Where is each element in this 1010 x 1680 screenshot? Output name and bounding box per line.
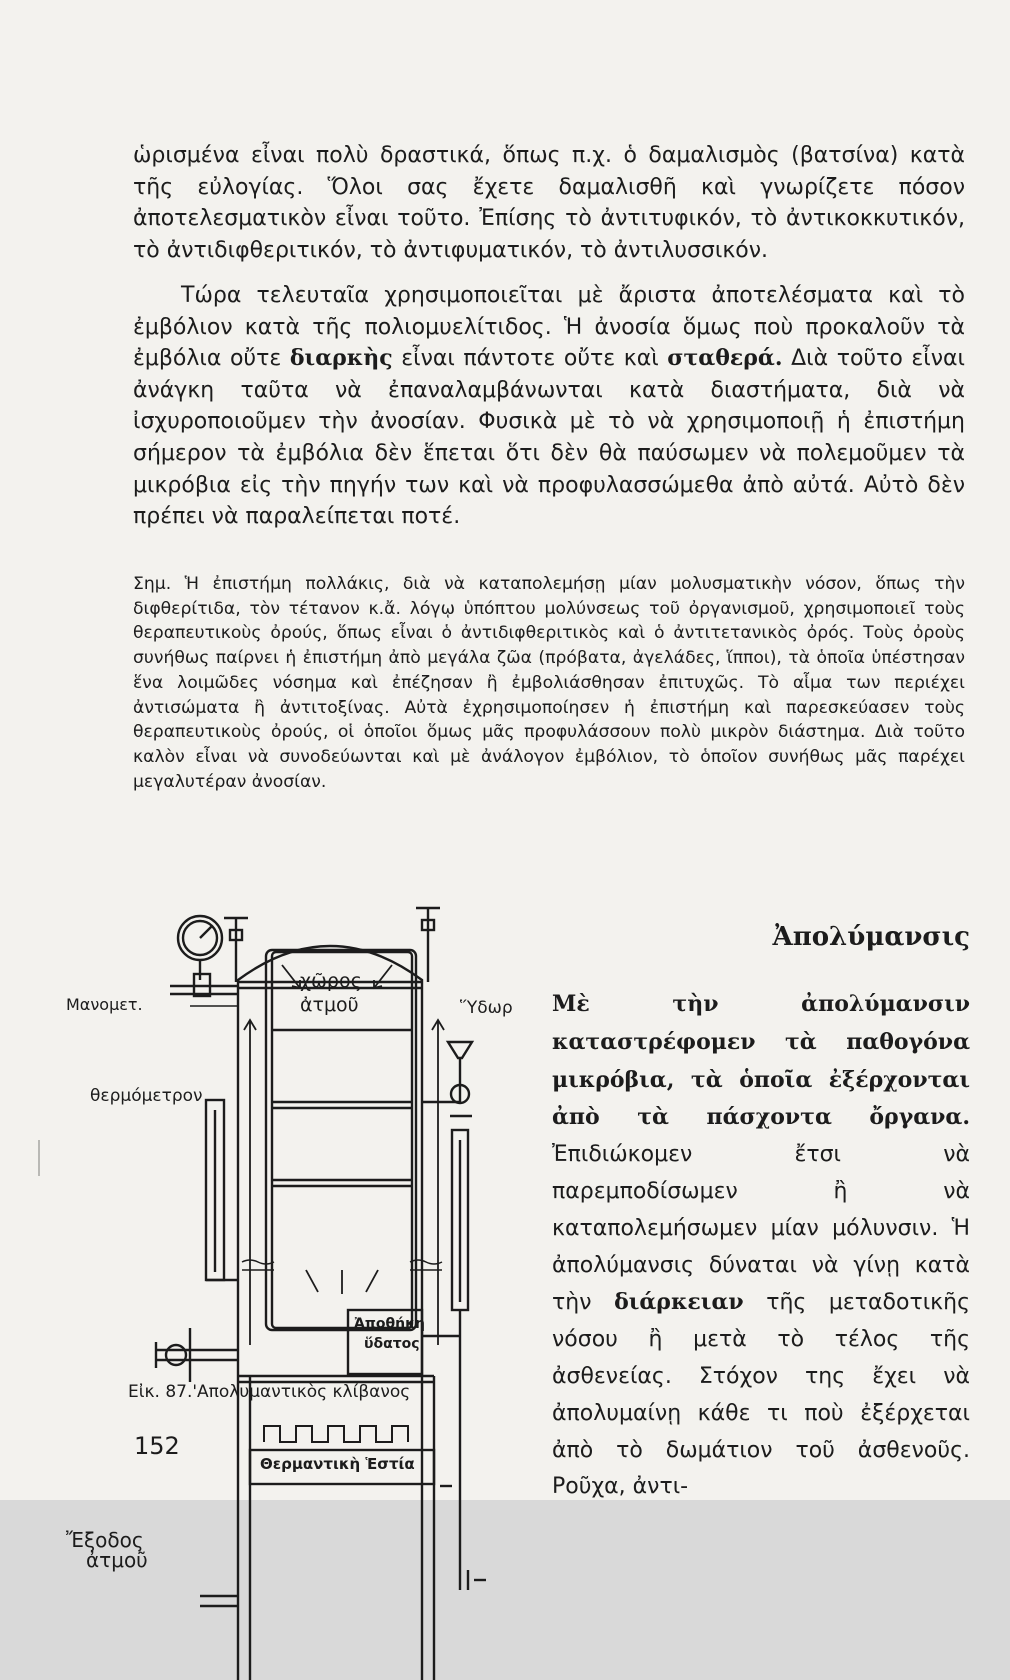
thermometer-tube-icon	[206, 1100, 238, 1280]
figure-autoclave	[60, 890, 513, 1680]
label-water-tank-2: ὕδατος	[364, 1336, 420, 1352]
label-steam-space-2: ἀτμοῦ	[300, 994, 359, 1016]
paragraph-disinfection: Μὲ τὴν ἀπολύμανσιν καταστρέφομεν τὰ παθογόνα μικρόβια, τὰ ὁποῖα ἐξέρχονται ἀπὸ τὰ πάσχοντα ὄργανα. Ἐπιδιώκομεν ἔτσι νὰ παρεμποδίσωμεν ἢ νὰ καταπολεμήσωμεν μίαν μόλυνσιν. Ἡ ἀπολύμανσις δύναται νὰ γίνῃ κατὰ τὴν διάρκειαν τῆς μεταδοτικῆς νόσου ἢ μετὰ τὸ τέλος τῆς ἀσθενείας. Στόχον της ἔχει νὰ ἀπολυμαίνῃ κάθε τι ποὺ ἐξέρχεται ἀπὸ τὸ δωμάτιον τοῦ ἀσθενοῦς. Ροῦχα, ἀντι-	[552, 991, 970, 1500]
label-exhaust-1: Ἔξοδος	[66, 1528, 144, 1552]
label-exhaust-2: ἀτμοῦ	[86, 1548, 148, 1572]
heater-coils-icon	[264, 1426, 408, 1442]
page-number: 152	[134, 1432, 180, 1460]
drain-valve-icon	[156, 1328, 238, 1382]
margin-mark	[38, 1140, 40, 1176]
label-water: Ὕδωρ	[460, 998, 513, 1018]
footnote-serums: Σημ. Ἡ ἐπιστήμη πολλάκις, διὰ νὰ καταπολεμήσῃ μίαν μολυσματικὴν νόσον, ὅπως τὴν διφθερίτιδα, τὸν τέτανον κ.ἄ. λόγῳ ὑπόπτου μολύνσεως τοῦ ὀργανισμοῦ, χρησιμοποιεῖ τοὺς θεραπευτικοὺς ὀρούς, ὅπως εἶναι ὁ ἀντιδιφθεριτικὸς καὶ ὁ ἀντιτετανικὸς ὀρός. Τοὺς ὀροὺς συνήθως παίρνει ἡ ἐπιστήμη ἀπὸ μεγάλα ζῶα (πρόβατα, ἀγελάδες, ἵπποι), τὰ ὁποῖα ὑπέστησαν ἕνα λοιμῶδες νόσημα καὶ ἐπέζησαν ἢ ἐμβολιάσθησαν ἐπιτυχῶς. Τὸ αἷμα των περιέχει ἀντισώματα ἢ ἀντιτοξίνας. Αὐτὰ ἐχρησιμοποίησεν ἡ ἐπιστήμη καὶ παρεσκεύασεν τοὺς θεραπευτικοὺς ὀρούς, οἱ ὁποῖοι ὅμως μᾶς προφυλάσσουν πολὺ μικρὸν διάστημα. Διὰ τοῦτο καλὸν εἶναι νὰ συνοδεύωνται καὶ μὲ ἀνάλογον ἐμβόλιον, τὸ ὁποῖον συνήθως μᾶς παρέχει μεγαλυτέραν ἀνοσίαν.	[133, 574, 965, 792]
section-heading-disinfection: Ἀπολύμανσις	[772, 922, 970, 952]
bold-term-diarkis: διαρκὴς	[289, 345, 393, 372]
bold-term-stathera: σταθερά.	[667, 345, 783, 372]
label-manometer: Μανομετ.	[66, 995, 143, 1014]
label-heater: Θερμαντικὴ Ἑστία	[260, 1455, 415, 1473]
autoclave-base-frame	[238, 1376, 434, 1680]
label-steam-space-1: χῶρος	[300, 970, 362, 992]
figure-caption: Εἰκ. 87.'Απολυμαντικὸς κλίβανος	[128, 1382, 411, 1402]
water-inlet-funnel-icon	[422, 1042, 486, 1590]
steam-flow-arrows	[244, 965, 444, 1345]
steam-exhaust-pipe	[200, 1596, 238, 1606]
lid-valve-left-icon	[224, 918, 248, 982]
bold-term-diarkeian: διάρκειαν	[614, 1289, 744, 1316]
bold-intro-sentence: Μὲ τὴν ἀπολύμανσιν καταστρέφομεν τὰ παθογόνα μικρόβια, τὰ ὁποῖα ἐξέρχονται ἀπὸ τὰ πάσχοντα ὄργανα.	[552, 991, 970, 1131]
manometer-gauge-icon	[170, 916, 238, 996]
paragraph-vaccines-intro: ὡρισμένα εἶναι πολὺ δραστικά, ὅπως π.χ. ὁ δαμαλισμὸς (βατσίνα) κατὰ τῆς εὐλογίας. Ὅλοι σας ἔχετε δαμαλισθῆ καὶ γνωρίζετε πόσον ἀποτελεσματικὸν εἶναι τοῦτο. Ἐπίσης τὸ ἀντιτυφικόν, τὸ ἀντικοκκυτικόν, τὸ ἀντιδιφθεριτικόν, τὸ ἀντιφυματικόν, τὸ ἀντιλυσσικόν.	[133, 143, 965, 263]
label-water-tank-1: Ἀποθήκη	[354, 1316, 426, 1332]
label-thermometer: θερμόμετρον	[90, 1086, 203, 1106]
lid-valve-right-icon	[416, 908, 440, 982]
paragraph-vaccine-immunity: Τώρα τελευταῖα χρησιμοποιεῖται μὲ ἄριστα ἀποτελέσματα καὶ τὸ ἐμβόλιον κατὰ τῆς πολιομυελίτιδος. Ἡ ἀνοσία ὅμως ποὺ προκαλοῦν τὰ ἐμβόλια οὔτε διαρκὴς εἶναι πάντοτε οὔτε καὶ σταθερά. Διὰ τοῦτο εἶναι ἀνάγκη ταῦτα νὰ ἐπαναλαμβάνωνται κατὰ διαστήματα, διὰ νὰ ἰσχυροποιοῦμεν τὴν ἀνοσίαν. Φυσικὰ μὲ τὸ νὰ χρησιμοποιῇ ἡ ἐπιστήμη σήμερον τὰ ἐμβόλια δὲν ἕπεται ὅτι δὲν θὰ παύσωμεν νὰ πολεμοῦμεν τὰ μικρόβια εἰς τὴν πηγήν των καὶ νὰ προφυλασσώμεθα ἀπὸ αὐτά. Αὐτὸ δὲν πρέπει νὰ παραλείπεται ποτέ.	[133, 283, 965, 530]
